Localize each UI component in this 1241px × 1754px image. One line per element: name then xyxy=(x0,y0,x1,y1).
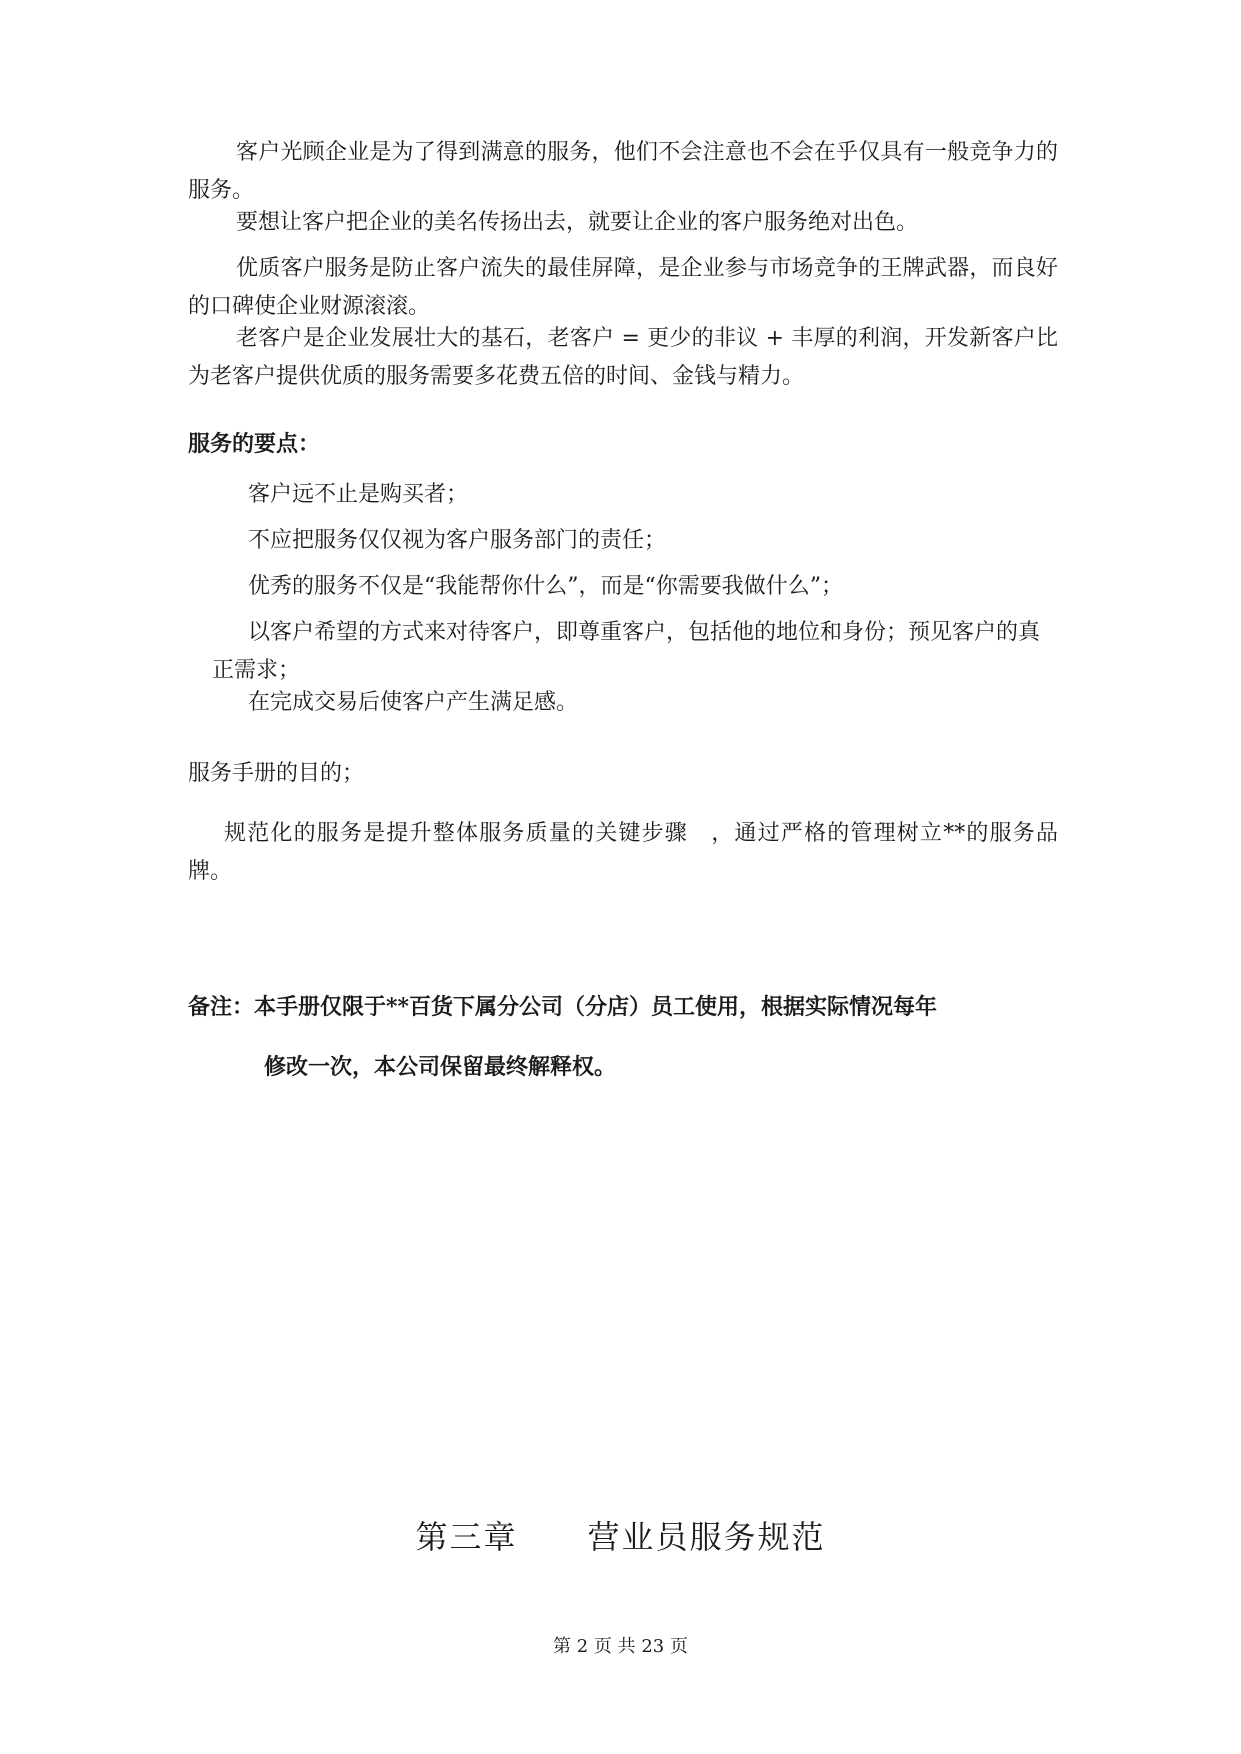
chapter-title xyxy=(0,1515,1241,1559)
purpose-heading: 服务手册的目的； xyxy=(188,761,365,786)
body-paragraph-4: 老客户是企业发展壮大的基石，老客户 = 更少的非议 + 丰厚的利润，开发新客户比为老客户提供优质的服务需要多花费五倍的时间、金钱与精力。 xyxy=(188,326,1058,389)
note-line-1: 备注：本手册仅限于**百货下属分公司（分店）员工使用，根据实际情况每年 xyxy=(188,994,938,1020)
chapter-number: 第三章 xyxy=(415,1518,518,1556)
body-paragraph-2: 要想让客户把企业的美名传扬出去，就要让企业的客户服务绝对出色。 xyxy=(236,210,919,235)
key-point-4: 以客户希望的方式来对待客户，即尊重客户，包括他的地位和身份；预见客户的真正需求； xyxy=(212,620,1041,683)
chapter-name: 营业员服务规范 xyxy=(587,1518,826,1556)
body-paragraph-1: 客户光顾企业是为了得到满意的服务，他们不会注意也不会在乎仅具有一般竞争力的服务。 xyxy=(188,140,1058,203)
key-point-5: 在完成交易后使客户产生满足感。 xyxy=(248,690,579,715)
note-line-2: 修改一次，本公司保留最终解释权。 xyxy=(264,1054,617,1080)
key-point-3: 优秀的服务不仅是“我能帮你什么”，而是“你需要我做什么”； xyxy=(248,574,843,599)
page-footer: 第 2 页 共 23 页 xyxy=(553,1636,688,1657)
key-point-1: 客户远不止是购买者； xyxy=(248,482,469,507)
key-point-2: 不应把服务仅仅视为客户服务部门的责任； xyxy=(248,528,667,553)
key-points-heading: 服务的要点： xyxy=(188,431,321,457)
body-paragraph-3: 优质客户服务是防止客户流失的最佳屏障，是企业参与市场竞争的王牌武器，而良好的口碑使企业财源滚滚。 xyxy=(188,256,1058,319)
purpose-paragraph: 规范化的服务是提升整体服务质量的关键步骤 ，通过严格的管理树立**的服务品牌。 xyxy=(188,821,1058,884)
